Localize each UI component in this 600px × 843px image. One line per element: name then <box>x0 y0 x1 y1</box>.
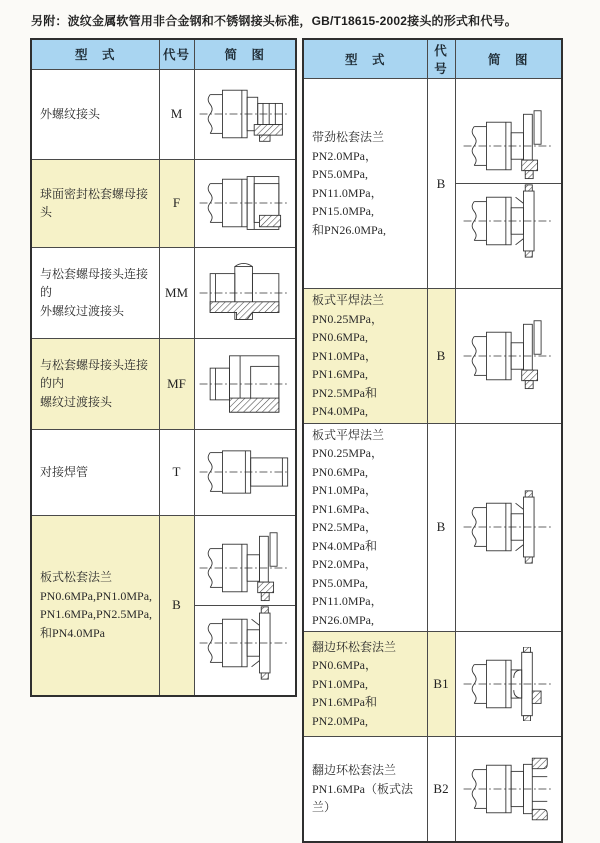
type-line: PN0.25MPa，PN0.6MPa, <box>312 446 384 479</box>
diagram-cell <box>455 289 562 424</box>
diagram-cell <box>194 247 296 338</box>
neck-flange-fitting-diagram <box>456 109 562 183</box>
type-line: PN2.0MPa，PN5.0MPa, <box>312 557 378 590</box>
diagram-cell <box>194 515 296 696</box>
union-nut-fitting-diagram <box>195 166 296 240</box>
table-header-row <box>31 39 296 69</box>
type-cell <box>31 247 159 338</box>
type-line: 和PN26.0MPa, <box>312 222 387 237</box>
plate-weld-flange-fitting-diagram <box>456 490 562 564</box>
code-cell: B1 <box>427 632 455 737</box>
plate-flange-fitting-diagram <box>195 605 296 680</box>
type-cell <box>31 338 159 429</box>
type-line: 与松套螺母接头连接的 <box>40 266 149 300</box>
table-row <box>31 429 296 515</box>
type-line: PN1.6MPa和PN2.0MPa, <box>312 695 378 728</box>
type-line: 外螺纹过渡接头 <box>40 303 125 318</box>
table-row <box>303 423 562 632</box>
type-cell <box>303 737 427 842</box>
code-cell: B2 <box>427 737 455 842</box>
type-line: 对接焊管 <box>40 464 89 479</box>
type-cell <box>303 423 427 632</box>
table-row <box>31 338 296 429</box>
neck-flange-fitting-diagram <box>456 183 562 258</box>
type-cell <box>31 69 159 159</box>
col-header-type: 型 式 <box>303 39 427 79</box>
type-line: 板式平焊法兰 <box>312 427 385 442</box>
type-line: PN11.0MPa，PN15.0MPa, <box>312 185 383 218</box>
butt-weld-fitting-diagram <box>195 435 296 509</box>
code-cell: B <box>159 515 194 696</box>
table-row <box>31 515 296 696</box>
type-line: PN1.6MPa（板式法兰） <box>312 781 414 814</box>
code-cell: B <box>427 79 455 289</box>
table-row <box>303 737 562 842</box>
plate-weld-flange-fitting-diagram <box>456 319 562 393</box>
plate-flange-fitting-diagram <box>195 531 296 605</box>
code-cell: T <box>159 429 194 515</box>
table-row <box>303 79 562 289</box>
col-header-type: 型 式 <box>31 39 159 69</box>
table-row <box>303 289 562 424</box>
diagram-stack <box>195 531 296 680</box>
diagram-cell <box>194 429 296 515</box>
type-line: PN0.6MPa，PN1.0MPa, <box>312 658 378 691</box>
code-cell: MF <box>159 338 194 429</box>
type-line: PN11.0MPa，PN26.0MPa, <box>312 594 383 627</box>
fittings-table-left <box>30 38 297 697</box>
diagram-cell <box>194 338 296 429</box>
code-cell: F <box>159 159 194 247</box>
code-cell: M <box>159 69 194 159</box>
type-line: PN0.25MPa，PN0.6MPa, <box>312 311 384 344</box>
type-line: 板式松套法兰 <box>40 570 113 585</box>
col-header-figure: 简 图 <box>455 39 562 79</box>
diagram-cell <box>455 79 562 289</box>
diagram-cell <box>455 632 562 737</box>
type-line: 球面密封松套螺母接头 <box>40 186 149 219</box>
type-line: PN1.0MPa，PN1.6MPa, <box>312 348 378 381</box>
diagram-stack <box>456 109 562 258</box>
type-line: 外螺纹接头 <box>40 106 101 121</box>
nipple-mf-fitting-diagram <box>195 347 296 421</box>
type-cell <box>303 79 427 289</box>
fittings-table-right <box>302 38 563 843</box>
type-line: 带劲松套法兰 <box>312 130 385 144</box>
type-line: PN1.0MPa，PN1.6MPa、 <box>312 483 378 516</box>
diagram-cell <box>455 737 562 842</box>
diagram-cell <box>194 159 296 247</box>
male-thread-fitting-diagram <box>195 77 296 151</box>
type-cell <box>31 159 159 247</box>
type-line: PN0.6MPa,PN1.0MPa, <box>40 588 153 603</box>
type-line: PN1.6MPa,PN2.5MPa, <box>40 607 153 622</box>
type-line: 板式平焊法兰 <box>312 293 385 307</box>
page-title: 另附：波纹金属软管用非合金钢和不锈钢接头标准，GB/T18615-2002接头的形式和代号。 <box>31 14 517 28</box>
type-cell <box>31 515 159 696</box>
lap-flange-fitting-diagram <box>456 647 562 721</box>
col-header-figure: 简 图 <box>194 39 296 69</box>
table-row <box>31 69 296 159</box>
diagram-cell <box>194 69 296 159</box>
code-cell: B <box>427 289 455 424</box>
nipple-mm-fitting-diagram <box>195 256 296 330</box>
table-row <box>31 247 296 338</box>
type-line: PN2.0MPa，PN5.0MPa, <box>312 148 378 181</box>
diagram-cell <box>455 423 562 632</box>
table-row <box>303 632 562 737</box>
type-line: PN2.5MPa，PN4.0MPa和 <box>312 520 378 553</box>
type-line: 螺纹过渡接头 <box>40 394 113 409</box>
type-line: 翻边环松套法兰 <box>312 639 397 654</box>
type-line: 和PN4.0MPa <box>40 625 106 640</box>
type-cell <box>31 429 159 515</box>
col-header-code: 代号 <box>427 39 455 79</box>
table-header-row <box>303 39 562 79</box>
collar-flange-fitting-diagram <box>456 752 562 826</box>
type-line: PN2.5MPa和PN4.0MPa, <box>312 385 378 418</box>
type-cell <box>303 289 427 424</box>
col-header-code: 代号 <box>159 39 194 69</box>
table-row <box>31 159 296 247</box>
type-cell <box>303 632 427 737</box>
code-cell: B <box>427 423 455 632</box>
code-cell: MM <box>159 247 194 338</box>
type-line: 与松套螺母接头连接的内 <box>40 357 149 391</box>
type-line: 翻边环松套法兰 <box>312 763 397 777</box>
